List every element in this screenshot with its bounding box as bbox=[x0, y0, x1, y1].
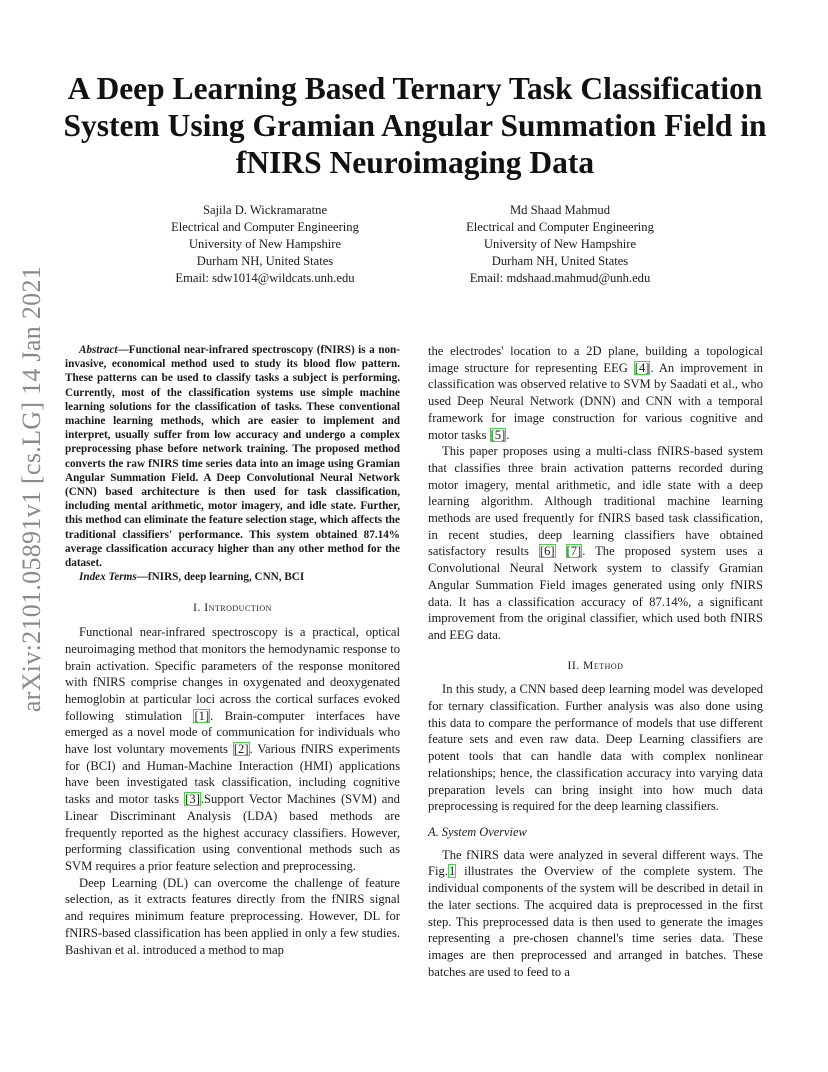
right-column bbox=[428, 343, 763, 980]
title-line-2: System Using Gramian Angular Summation Field in bbox=[63, 108, 767, 143]
author-university: University of New Hampshire bbox=[188, 237, 342, 251]
section-heading-method: II. Method bbox=[567, 658, 624, 672]
author-email: Email: mdshaad.mahmud@unh.edu bbox=[469, 271, 651, 285]
text-span: This paper proposes using a multi-class fNIRS-based system that classifies three brain activation patterns recorded during motor imagery, mental arithmetic, and idle state with a deep learning algorithm. Although traditional machine learning methods are used frequently for fNIRS based task classification, in recent studies, deep learning classifiers have obtained satisfactory results bbox=[428, 444, 763, 559]
section-heading-introduction: I. Introduction bbox=[193, 601, 272, 615]
title-line-1: A Deep Learning Based Ternary Task Classification bbox=[67, 71, 763, 106]
citation-link[interactable]: [1] bbox=[194, 708, 210, 723]
intro-paragraph-2-continued bbox=[428, 343, 763, 443]
text-span: . bbox=[506, 427, 510, 442]
text-span: Functional near-infrared spectroscopy is a practical, optical neuroimaging method that monitors the hemodynamic response to brain activation. Specific parameters of the response monitored with fNIRS comprise changes in oxygenated and deoxygenated hemoglobin at particular loci across the cortical surfaces evoked following stimulation bbox=[65, 625, 400, 723]
author-block-2 bbox=[430, 202, 690, 287]
method-paragraph-2 bbox=[428, 847, 763, 981]
citation-link[interactable]: [6] bbox=[539, 544, 555, 559]
intro-paragraph-3 bbox=[428, 443, 763, 643]
citation-link[interactable]: [3] bbox=[185, 792, 200, 807]
author-name: Sajila D. Wickramaratne bbox=[202, 203, 328, 217]
text-span: . An improvement in classification was observed relative to SVM by Saadati et al., who used Deep Neural Network (DNN) and CNN with a temporal framework for image construction for various cognitive and motor tasks bbox=[428, 360, 763, 442]
arxiv-identifier-text: arXiv:2101.05891v1 [cs.LG] 14 Jan 2021 bbox=[17, 265, 46, 713]
author-location: Durham NH, United States bbox=[491, 254, 629, 268]
intro-paragraph-2: Deep Learning (DL) can overcome the challenge of feature selection, as it extracts features directly from the fNIRS signal and requires minimum feature preprocessing. However, DL for fNIRS-based classification has been applied in only a few studies. Bashivan et al. introduced a method to map bbox=[65, 875, 400, 957]
author-university: University of New Hampshire bbox=[483, 237, 637, 251]
text-span: the electrodes' location to a 2D plane, building a topological image structure for representing EEG bbox=[428, 344, 763, 375]
method-paragraph-1: In this study, a CNN based deep learning model was developed for ternary classification. Further analysis was also done using this data to compare the performance of models that use different feature sets and even raw data. Deep Learning classifiers are potent tools that can handle data with complex nonlinear relationships; hence, the classification accuracy into varying data preparation levels can bring insight into how much data preprocessing is required for the deep learning classifiers. bbox=[428, 682, 763, 814]
text-span: The fNIRS data were analyzed in several different ways. The Fig. bbox=[428, 847, 763, 879]
abstract bbox=[65, 343, 400, 570]
author-block-1 bbox=[135, 202, 395, 287]
citation-link[interactable]: [2] bbox=[233, 742, 249, 757]
citation-link[interactable]: [5] bbox=[490, 427, 506, 442]
author-name: Md Shaad Mahmud bbox=[509, 203, 611, 217]
author-email: Email: sdw1014@wildcats.unh.edu bbox=[175, 271, 355, 285]
abstract-lead: Abstract bbox=[79, 344, 118, 356]
title-line-3: fNIRS Neuroimaging Data bbox=[235, 145, 595, 180]
index-terms-lead: Index Terms bbox=[79, 571, 137, 584]
text-span: .Support Vector Machines (SVM) and Linear Discriminant Analysis (LDA) based methods are frequently reported as the highest accuracy classifiers. However, performing classification using conventional methods such as SVM requires a prior feature selection and preprocessing. bbox=[65, 792, 400, 873]
text-span: illustrates the Overview of the complete system. The individual components of the system will be described in detail in the later sections. The acquired data is preprocessed in the first step. This preprocessed data is then used to generate the images representing a pre-chosen channel's time series data. These images are then preprocessed and arranged in batches. These batches are used to feed to a bbox=[428, 864, 763, 979]
text-span: . The proposed system uses a Convolutional Neural Network system to classify Gramian Angular Summation Field images generated using only fNIRS data. It has a classification accuracy of 87.14%, a significant improvement from the original classifier, which used both fNIRS and EEG data. bbox=[428, 544, 763, 642]
index-terms-text: —fNIRS, deep learning, CNN, BCI bbox=[136, 571, 305, 584]
citation-link[interactable]: [7] bbox=[566, 544, 582, 559]
citation-link[interactable]: [4] bbox=[634, 360, 650, 375]
intro-paragraph-1 bbox=[65, 624, 400, 875]
paper-title bbox=[55, 70, 775, 181]
text-span: . Brain-computer interfaces have emerged as a novel mode of communication for individuals who have lost voluntary movements bbox=[65, 708, 400, 757]
figure-reference-link[interactable]: 1 bbox=[448, 864, 456, 879]
author-location: Durham NH, United States bbox=[196, 254, 334, 268]
author-department: Electrical and Computer Engineering bbox=[466, 220, 654, 234]
abstract-text: —Functional near-infrared spectroscopy (fNIRS) is a non-invasive, economical method used to study its blood flow pattern. These patterns can be used to classify tasks a subject is performing. Currently, most of the classification systems use simple machine learning solutions for the classification of tasks. These conventional machine learning methods, which are easier to implement and interpret, usually suffer from low accuracy and undergo a complex preprocessing phase before network training. The proposed method converts the raw fNIRS time series data into an image using Gramian Angular Summation Field. A Deep Convolutional Neural Network (CNN) based architecture is then used for task classification, including mental arithmetic, motor imagery, and idle state. Further, this method can eliminate the feature selection stage, which affects the traditional classifiers' performance. This system obtained 87.14% average classification accuracy higher than any other method for the dataset. bbox=[65, 344, 400, 570]
author-department: Electrical and Computer Engineering bbox=[171, 220, 359, 234]
subsection-heading-system-overview: A. System Overview bbox=[428, 824, 527, 839]
left-column bbox=[65, 343, 400, 958]
text-span: . Various fNIRS experiments for (BCI) and Human-Machine Interaction (HMI) applications have been investigated task classification, including cognitive tasks and motor tasks bbox=[65, 742, 400, 807]
index-terms bbox=[65, 570, 400, 584]
arxiv-identifier-stamp bbox=[12, 265, 52, 713]
